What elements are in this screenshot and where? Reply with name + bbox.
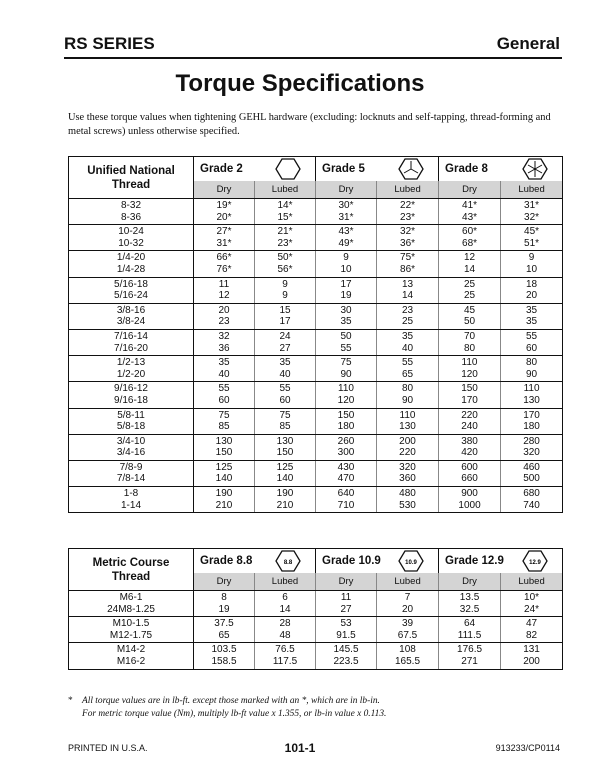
torque-value-cell: 21* 23* [255,225,316,251]
footnote-line-2: For metric torque value (Nm), multiply lb-ft value x 1.355, or lb-in value x 0.113. [82,708,387,719]
torque-value-cell: 8 19 [194,591,255,617]
torque-value-cell: 480 530 [377,487,439,513]
torque-value-cell: 190 210 [194,487,255,513]
thread-column-header: Unified National Thread [69,157,194,199]
torque-value-cell: 170 180 [501,408,563,434]
torque-value-cell: 35 40 [255,356,316,382]
thread-size-cell: 1/4-20 1/4-28 [69,251,194,277]
torque-value-cell: 14* 15* [255,199,316,225]
page-number: 101-1 [284,741,316,755]
table-row [69,225,563,251]
torque-value-cell: 35 40 [377,329,439,355]
hex-3-marks-icon [398,158,424,180]
dry-header: Dry [194,573,255,591]
torque-value-cell: 20 23 [194,303,255,329]
dry-header: Dry [439,573,501,591]
table-row [69,643,563,669]
dry-header: Dry [194,181,255,199]
torque-value-cell: 27* 31* [194,225,255,251]
torque-value-cell: 6 14 [255,591,316,617]
torque-value-cell: 125 140 [255,460,316,486]
torque-value-cell: 75 90 [316,356,377,382]
torque-value-cell: 55 60 [255,382,316,408]
thread-size-cell: M10-1.5 M12-1.75 [69,617,194,643]
torque-value-cell: 30* 31* [316,199,377,225]
grade-2-label: Grade 2 [200,163,243,175]
torque-value-cell: 23 25 [377,303,439,329]
thread-size-cell: 1-8 1-14 [69,487,194,513]
lubed-header: Lubed [377,181,439,199]
torque-value-cell: 176.5 271 [439,643,501,669]
table-row [69,591,563,617]
torque-value-cell: 680 740 [501,487,563,513]
torque-value-cell: 12 14 [439,251,501,277]
torque-value-cell: 13.5 32.5 [439,591,501,617]
torque-value-cell: 53 91.5 [316,617,377,643]
torque-value-cell: 17 19 [316,277,377,303]
torque-value-cell: 25 25 [439,277,501,303]
torque-value-cell: 55 60 [194,382,255,408]
torque-value-cell: 110 130 [501,382,563,408]
dry-header: Dry [316,181,377,199]
torque-value-cell: 320 360 [377,460,439,486]
torque-value-cell: 55 60 [501,329,563,355]
torque-value-cell: 76.5 117.5 [255,643,316,669]
thread-size-cell: 9/16-12 9/16-18 [69,382,194,408]
torque-value-cell: 220 240 [439,408,501,434]
printed-in-label: PRINTED IN U.S.A. [68,743,148,753]
grade-12.9-header [439,549,563,574]
footnote-line-1: All torque values are in lb-ft. except those marked with an *, which are in lb-in. [82,696,380,706]
torque-value-cell: 430 470 [316,460,377,486]
torque-value-cell: 75* 86* [377,251,439,277]
torque-value-cell: 9 9 [255,277,316,303]
torque-value-cell: 43* 49* [316,225,377,251]
grade-8-header [439,157,563,182]
thread-size-cell: 8-32 8-36 [69,199,194,225]
thread-size-cell: 1/2-13 1/2-20 [69,356,194,382]
torque-value-cell: 110 120 [439,356,501,382]
metric-torque-table [68,548,563,670]
thread-size-cell: 7/16-14 7/16-20 [69,329,194,355]
torque-value-cell: 50* 56* [255,251,316,277]
hex-12.9-mark: 12.9 [529,560,541,566]
metric-thread-column-header: Metric Course Thread [69,549,194,591]
torque-value-cell: 600 660 [439,460,501,486]
torque-value-cell: 18 20 [501,277,563,303]
series-title: RS SERIES [64,34,155,53]
thread-size-cell: M14-2 M16-2 [69,643,194,669]
torque-value-cell: 32* 36* [377,225,439,251]
torque-value-cell: 130 150 [194,434,255,460]
torque-value-cell: 11 12 [194,277,255,303]
page-title: Torque Specifications [175,70,425,97]
hex-10.9-mark: 10.9 [405,560,417,566]
table-row [69,434,563,460]
section-title: General [496,34,560,53]
torque-value-cell: 66* 76* [194,251,255,277]
torque-value-cell: 39 67.5 [377,617,439,643]
table-row [69,408,563,434]
footnote [68,695,578,720]
torque-value-cell: 75 85 [255,408,316,434]
torque-value-cell: 145.5 223.5 [316,643,377,669]
table-row [69,617,563,643]
torque-value-cell: 108 165.5 [377,643,439,669]
torque-value-cell: 13 14 [377,277,439,303]
torque-value-cell: 35 40 [194,356,255,382]
hex-10.9-icon [398,550,424,572]
hex-12.9-icon [522,550,548,572]
torque-value-cell: 190 210 [255,487,316,513]
torque-value-cell: 19* 20* [194,199,255,225]
table-row [69,356,563,382]
torque-value-cell: 60* 68* [439,225,501,251]
grade-10.9-label: Grade 10.9 [322,555,381,567]
torque-value-cell: 125 140 [194,460,255,486]
torque-value-cell: 70 80 [439,329,501,355]
torque-value-cell: 55 65 [377,356,439,382]
lubed-header: Lubed [255,181,316,199]
grade-10.9-header [316,549,439,574]
thread-size-cell: 7/8-9 7/8-14 [69,460,194,486]
grade-5-header [316,157,439,182]
torque-value-cell: 7 20 [377,591,439,617]
table-row [69,303,563,329]
thread-size-cell: 3/8-16 3/8-24 [69,303,194,329]
grade-8-label: Grade 8 [445,163,488,175]
torque-value-cell: 380 420 [439,434,501,460]
torque-value-cell: 900 1000 [439,487,501,513]
grade-12.9-label: Grade 12.9 [445,555,504,567]
torque-value-cell: 22* 23* [377,199,439,225]
torque-value-cell: 9 10 [316,251,377,277]
torque-value-cell: 35 35 [501,303,563,329]
torque-value-cell: 37.5 65 [194,617,255,643]
torque-value-cell: 150 180 [316,408,377,434]
grade-2-header [194,157,316,182]
torque-value-cell: 460 500 [501,460,563,486]
table-row [69,487,563,513]
torque-value-cell: 640 710 [316,487,377,513]
table-row [69,277,563,303]
torque-value-cell: 41* 43* [439,199,501,225]
torque-value-cell: 80 90 [377,382,439,408]
torque-value-cell: 30 35 [316,303,377,329]
header-rule [64,57,562,59]
table-row [69,251,563,277]
intro-paragraph: Use these torque values when tightening GEHL hardware (excluding: locknuts and self-tapping, thread-forming and metal screws) unless otherwise specified. [68,112,551,137]
torque-value-cell: 32 36 [194,329,255,355]
torque-value-cell: 45* 51* [501,225,563,251]
lubed-header: Lubed [377,573,439,591]
thread-size-cell: 5/16-18 5/16-24 [69,277,194,303]
torque-value-cell: 280 320 [501,434,563,460]
torque-value-cell: 50 55 [316,329,377,355]
thread-size-cell: 5/8-11 5/8-18 [69,408,194,434]
torque-value-cell: 110 120 [316,382,377,408]
torque-value-cell: 64 111.5 [439,617,501,643]
dry-header: Dry [439,181,501,199]
lubed-header: Lubed [255,573,316,591]
hex-6-marks-icon [522,158,548,180]
thread-size-cell: M6-1 24M8-1.25 [69,591,194,617]
torque-value-cell: 75 85 [194,408,255,434]
footnote-star: * [68,696,73,706]
hex-8.8-mark: 8.8 [283,560,293,566]
torque-value-cell: 15 17 [255,303,316,329]
lubed-header: Lubed [501,181,563,199]
table-row [69,329,563,355]
table-row [69,199,563,225]
dry-header: Dry [316,573,377,591]
grade-8.8-label: Grade 8.8 [200,555,253,567]
torque-value-cell: 31* 32* [501,199,563,225]
lubed-header: Lubed [501,573,563,591]
grade-5-label: Grade 5 [322,163,365,175]
torque-value-cell: 130 150 [255,434,316,460]
torque-value-cell: 80 90 [501,356,563,382]
hex-plain-icon [275,158,301,180]
torque-value-cell: 11 27 [316,591,377,617]
table-row [69,460,563,486]
unified-torque-table [68,156,563,513]
torque-value-cell: 131 200 [501,643,563,669]
hex-8.8-icon [275,550,301,572]
grade-8.8-header [194,549,316,574]
torque-value-cell: 10* 24* [501,591,563,617]
torque-value-cell: 28 48 [255,617,316,643]
torque-value-cell: 260 300 [316,434,377,460]
torque-value-cell: 47 82 [501,617,563,643]
torque-value-cell: 150 170 [439,382,501,408]
torque-value-cell: 24 27 [255,329,316,355]
torque-value-cell: 200 220 [377,434,439,460]
torque-value-cell: 110 130 [377,408,439,434]
torque-value-cell: 45 50 [439,303,501,329]
thread-size-cell: 10-24 10-32 [69,225,194,251]
torque-value-cell: 103.5 158.5 [194,643,255,669]
table-row [69,382,563,408]
document-number: 913233/CP0114 [495,743,560,753]
thread-size-cell: 3/4-10 3/4-16 [69,434,194,460]
torque-value-cell: 9 10 [501,251,563,277]
